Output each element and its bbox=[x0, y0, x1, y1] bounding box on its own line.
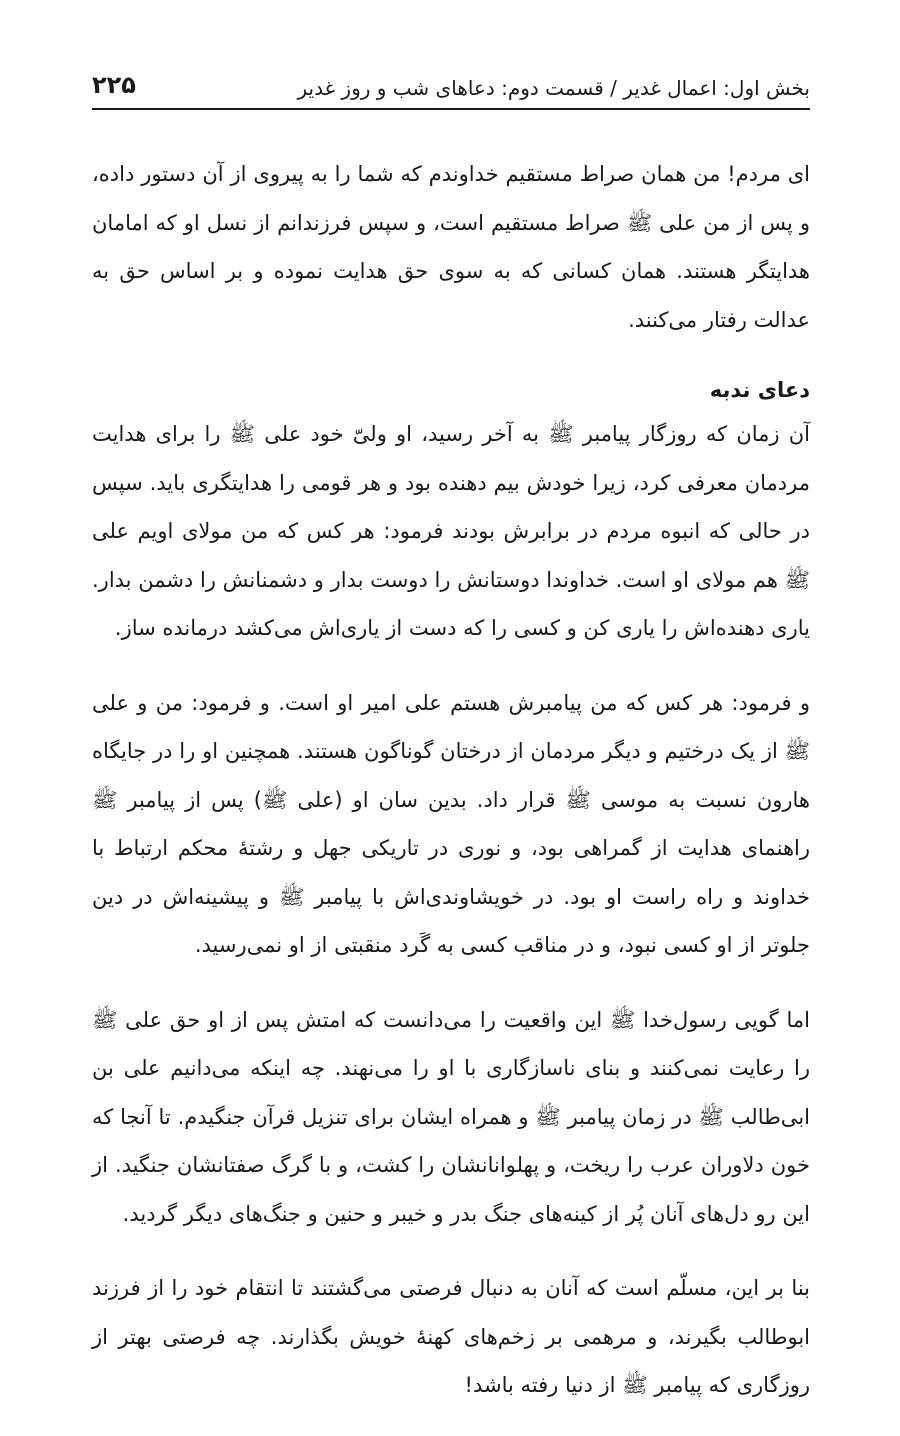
paragraph-3: و فرمود: هر کس که من پیامبرش هستم علی امیر او است. و فرمود: من و علی ﷺ از یک درختیم و دیگر مردمان از درختان گوناگون هستند. همچنین او را در جایگاه هارون نسبت به موسی ﷺ قرار داد. بدین سان او (علی ﷺ) پس از پیامبر ﷺ راهنمای هدایت از گمراهی بود، و نوری در تاریکی جهل و رشتهٔ محکم ارتباط با خداوند و راه راست او بود. در خویشاوندی‌اش با پیامبر ﷺ و پیشینه‌اش در دین جلوتر از او کسی نبود، و در مناقب کسی به گَرد منقبتی از او نمی‌رسید. bbox=[92, 690, 810, 957]
body-text bbox=[92, 150, 810, 1410]
paragraph-5: بنا بر این، مسلّم است که آنان به دنبال فرصتی می‌گشتند تا انتقام خود را از فرزند ابوطالب بگیرند، و مرهمی بر زخم‌های کهنهٔ خویش بگذارند. چه فرصتی بهتر از روزگاری که پیامبر ﷺ از دنیا رفته باشد! bbox=[92, 1276, 810, 1397]
paragraph-2: آن زمان که روزگار پیامبر ﷺ به آخر رسید، او ولیّ خود علی ﷺ را برای هدایت مردمان معرفی کرد، زیرا خودش بیم دهنده بود و هر قومی را هدایتگری باید. سپس در حالی که انبوه مردم در برابرش بودند فرمود: هر کس که من مولای اویم علی ﷺ هم مولای او است. خداوندا دوستانش را دوست بدار و دشمنانش را دشمن بدار. یاری دهنده‌اش را یاری کن و کسی را که دست از یاری‌اش می‌کشد درمانده ساز. bbox=[92, 422, 810, 640]
section-heading: دعای ندبه bbox=[709, 378, 810, 402]
running-title: بخش اول: اعمال غدیر / قسمت دوم: دعاهای شب و روز غدیر bbox=[297, 76, 810, 100]
paragraph-4: اما گویی رسول‌خدا ﷺ این واقعیت را می‌دانست که امتش پس از او حق علی ﷺ را رعایت نمی‌کنند و بنای ناسازگاری با او را می‌نهند. چه اینکه می‌دانیم علی بن ابی‌طالب ﷺ در زمان پیامبر ﷺ و همراه ایشان برای تنزیل قرآن جنگیدم. تا آنجا که خون دلاوران عرب را ریخت، و پهلوانانشان را کشت، و با گرگ صفتانشان جنگید. از این رو دل‌های آنان پُر از کینه‌های جنگ بدر و خیبر و حنین و جنگ‌های دیگر گردید. bbox=[92, 1007, 810, 1226]
page-number: ۲۲۵ bbox=[92, 71, 136, 99]
paragraph-1: ای مردم! من همان صراط مستقیم خداوندم که شما را به پیروی از آن دستور داده، و پس از من علی ﷺ صراط مستقیم است، و سپس فرزندانم از نسل او که امامان هدایتگر هستند. همان کسانی که به سوی حق هدایت نموده و بر اساس حق به عدالت رفتار می‌کنند. bbox=[92, 162, 810, 332]
running-header bbox=[92, 60, 810, 110]
book-page bbox=[92, 60, 810, 1436]
